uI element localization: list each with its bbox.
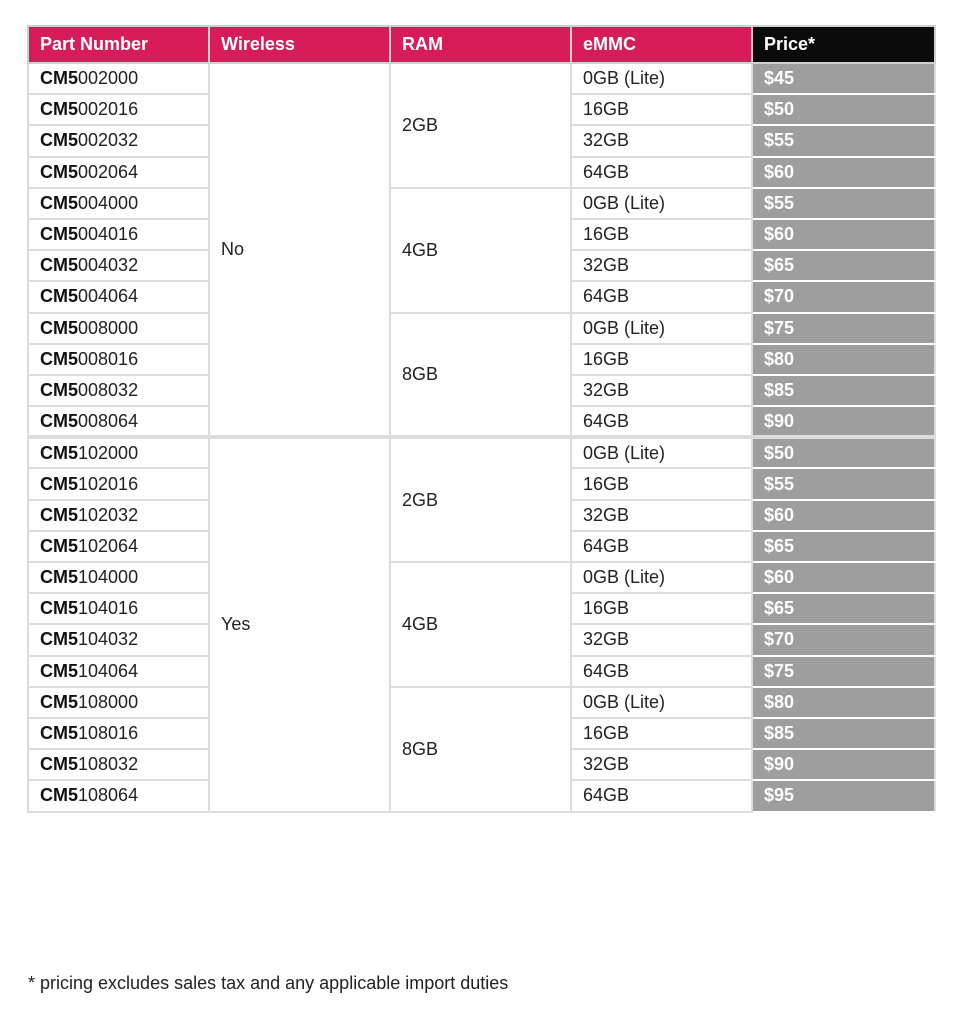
part-number-prefix: CM5 xyxy=(40,255,79,276)
part-number-suffix: 102032 xyxy=(78,504,139,525)
part-number-suffix: 008000 xyxy=(78,317,139,338)
part-number-suffix: 104032 xyxy=(78,629,139,650)
header-part-number: Part Number xyxy=(28,26,209,63)
price-cell: $90 xyxy=(752,749,935,780)
emmc-cell: 32GB xyxy=(571,500,752,531)
part-number-cell xyxy=(28,749,209,780)
part-number-suffix: 104000 xyxy=(78,567,139,588)
part-number-cell xyxy=(28,125,209,156)
part-number-cell xyxy=(28,531,209,562)
price-cell: $85 xyxy=(752,375,935,406)
part-number-prefix: CM5 xyxy=(40,130,79,151)
table-row xyxy=(28,188,935,219)
emmc-cell: 16GB xyxy=(571,344,752,375)
emmc-cell: 64GB xyxy=(571,531,752,562)
price-cell: $90 xyxy=(752,406,935,437)
emmc-cell: 32GB xyxy=(571,749,752,780)
price-cell: $55 xyxy=(752,468,935,499)
emmc-cell: 0GB (Lite) xyxy=(571,313,752,344)
part-number-prefix: CM5 xyxy=(40,410,79,431)
emmc-cell: 0GB (Lite) xyxy=(571,687,752,718)
part-number-cell xyxy=(28,656,209,687)
part-number-suffix: 102016 xyxy=(78,473,139,494)
table-row xyxy=(28,562,935,593)
part-number-prefix: CM5 xyxy=(40,442,79,463)
price-cell: $70 xyxy=(752,624,935,655)
price-cell: $55 xyxy=(752,188,935,219)
part-number-suffix: 102000 xyxy=(78,442,139,463)
part-number-suffix: 108000 xyxy=(78,691,139,712)
part-number-suffix: 108016 xyxy=(78,723,139,744)
ram-cell: 4GB xyxy=(390,188,571,313)
emmc-cell: 64GB xyxy=(571,281,752,312)
part-number-suffix: 104016 xyxy=(78,598,139,619)
header-wireless: Wireless xyxy=(209,26,390,63)
part-number-suffix: 004016 xyxy=(78,224,139,245)
ram-cell: 2GB xyxy=(390,437,571,562)
price-cell: $65 xyxy=(752,593,935,624)
price-cell: $65 xyxy=(752,531,935,562)
ram-cell: 8GB xyxy=(390,687,571,812)
price-cell: $70 xyxy=(752,281,935,312)
price-cell: $60 xyxy=(752,157,935,188)
part-number-prefix: CM5 xyxy=(40,723,79,744)
table-body xyxy=(28,63,935,812)
ram-cell: 4GB xyxy=(390,562,571,687)
part-number-prefix: CM5 xyxy=(40,629,79,650)
price-cell: $50 xyxy=(752,94,935,125)
emmc-cell: 32GB xyxy=(571,624,752,655)
price-cell: $60 xyxy=(752,219,935,250)
price-cell: $60 xyxy=(752,562,935,593)
price-cell: $60 xyxy=(752,500,935,531)
part-number-cell xyxy=(28,219,209,250)
part-number-cell xyxy=(28,593,209,624)
part-number-cell xyxy=(28,375,209,406)
part-number-prefix: CM5 xyxy=(40,567,79,588)
part-number-cell xyxy=(28,406,209,437)
part-number-cell xyxy=(28,188,209,219)
table-row xyxy=(28,687,935,718)
part-number-suffix: 008064 xyxy=(78,410,139,431)
price-cell: $45 xyxy=(752,63,935,94)
table-row xyxy=(28,313,935,344)
price-cell: $85 xyxy=(752,718,935,749)
part-number-prefix: CM5 xyxy=(40,348,79,369)
part-number-suffix: 008016 xyxy=(78,348,139,369)
part-number-prefix: CM5 xyxy=(40,785,79,806)
part-number-cell xyxy=(28,344,209,375)
emmc-cell: 64GB xyxy=(571,406,752,437)
price-cell: $50 xyxy=(752,437,935,468)
part-number-prefix: CM5 xyxy=(40,161,79,182)
part-number-cell xyxy=(28,157,209,188)
wireless-cell: Yes xyxy=(209,437,390,811)
part-number-prefix: CM5 xyxy=(40,379,79,400)
part-number-cell xyxy=(28,281,209,312)
part-number-cell xyxy=(28,624,209,655)
emmc-cell: 16GB xyxy=(571,718,752,749)
part-number-suffix: 004000 xyxy=(78,192,139,213)
part-number-cell xyxy=(28,94,209,125)
part-number-suffix: 102064 xyxy=(78,535,139,556)
emmc-cell: 32GB xyxy=(571,375,752,406)
emmc-cell: 16GB xyxy=(571,94,752,125)
part-number-prefix: CM5 xyxy=(40,535,79,556)
wireless-cell: No xyxy=(209,63,390,437)
part-number-prefix: CM5 xyxy=(40,754,79,775)
emmc-cell: 16GB xyxy=(571,219,752,250)
price-cell: $95 xyxy=(752,780,935,811)
part-number-suffix: 108064 xyxy=(78,785,139,806)
part-number-suffix: 004032 xyxy=(78,255,139,276)
pricing-table xyxy=(27,25,936,813)
part-number-cell xyxy=(28,687,209,718)
emmc-cell: 0GB (Lite) xyxy=(571,562,752,593)
price-cell: $80 xyxy=(752,687,935,718)
part-number-cell xyxy=(28,718,209,749)
part-number-cell xyxy=(28,63,209,94)
part-number-prefix: CM5 xyxy=(40,224,79,245)
part-number-prefix: CM5 xyxy=(40,286,79,307)
ram-cell: 8GB xyxy=(390,313,571,438)
part-number-cell xyxy=(28,562,209,593)
part-number-prefix: CM5 xyxy=(40,192,79,213)
header-emmc: eMMC xyxy=(571,26,752,63)
table-header-row xyxy=(28,26,935,63)
part-number-suffix: 002064 xyxy=(78,161,139,182)
table-row xyxy=(28,63,935,94)
header-ram: RAM xyxy=(390,26,571,63)
emmc-cell: 64GB xyxy=(571,656,752,687)
part-number-cell xyxy=(28,313,209,344)
part-number-cell xyxy=(28,468,209,499)
emmc-cell: 0GB (Lite) xyxy=(571,437,752,468)
part-number-prefix: CM5 xyxy=(40,660,79,681)
part-number-suffix: 104064 xyxy=(78,660,139,681)
part-number-suffix: 004064 xyxy=(78,286,139,307)
emmc-cell: 32GB xyxy=(571,250,752,281)
price-cell: $65 xyxy=(752,250,935,281)
header-price: Price* xyxy=(752,26,935,63)
emmc-cell: 64GB xyxy=(571,157,752,188)
price-cell: $55 xyxy=(752,125,935,156)
part-number-prefix: CM5 xyxy=(40,598,79,619)
pricing-footnote: * pricing excludes sales tax and any applicable import duties xyxy=(28,973,509,993)
part-number-suffix: 008032 xyxy=(78,379,139,400)
emmc-cell: 64GB xyxy=(571,780,752,811)
part-number-prefix: CM5 xyxy=(40,68,79,89)
emmc-cell: 16GB xyxy=(571,593,752,624)
emmc-cell: 32GB xyxy=(571,125,752,156)
table-row xyxy=(28,437,935,468)
emmc-cell: 16GB xyxy=(571,468,752,499)
ram-cell: 2GB xyxy=(390,63,571,188)
part-number-suffix: 002032 xyxy=(78,130,139,151)
part-number-cell xyxy=(28,780,209,811)
part-number-prefix: CM5 xyxy=(40,99,79,120)
price-cell: $75 xyxy=(752,656,935,687)
part-number-prefix: CM5 xyxy=(40,317,79,338)
part-number-cell xyxy=(28,250,209,281)
part-number-suffix: 002016 xyxy=(78,99,139,120)
part-number-prefix: CM5 xyxy=(40,473,79,494)
price-cell: $80 xyxy=(752,344,935,375)
part-number-cell xyxy=(28,500,209,531)
part-number-prefix: CM5 xyxy=(40,691,79,712)
price-cell: $75 xyxy=(752,313,935,344)
part-number-cell xyxy=(28,437,209,468)
emmc-cell: 0GB (Lite) xyxy=(571,188,752,219)
emmc-cell: 0GB (Lite) xyxy=(571,63,752,94)
part-number-suffix: 002000 xyxy=(78,68,139,89)
part-number-prefix: CM5 xyxy=(40,504,79,525)
part-number-suffix: 108032 xyxy=(78,754,139,775)
